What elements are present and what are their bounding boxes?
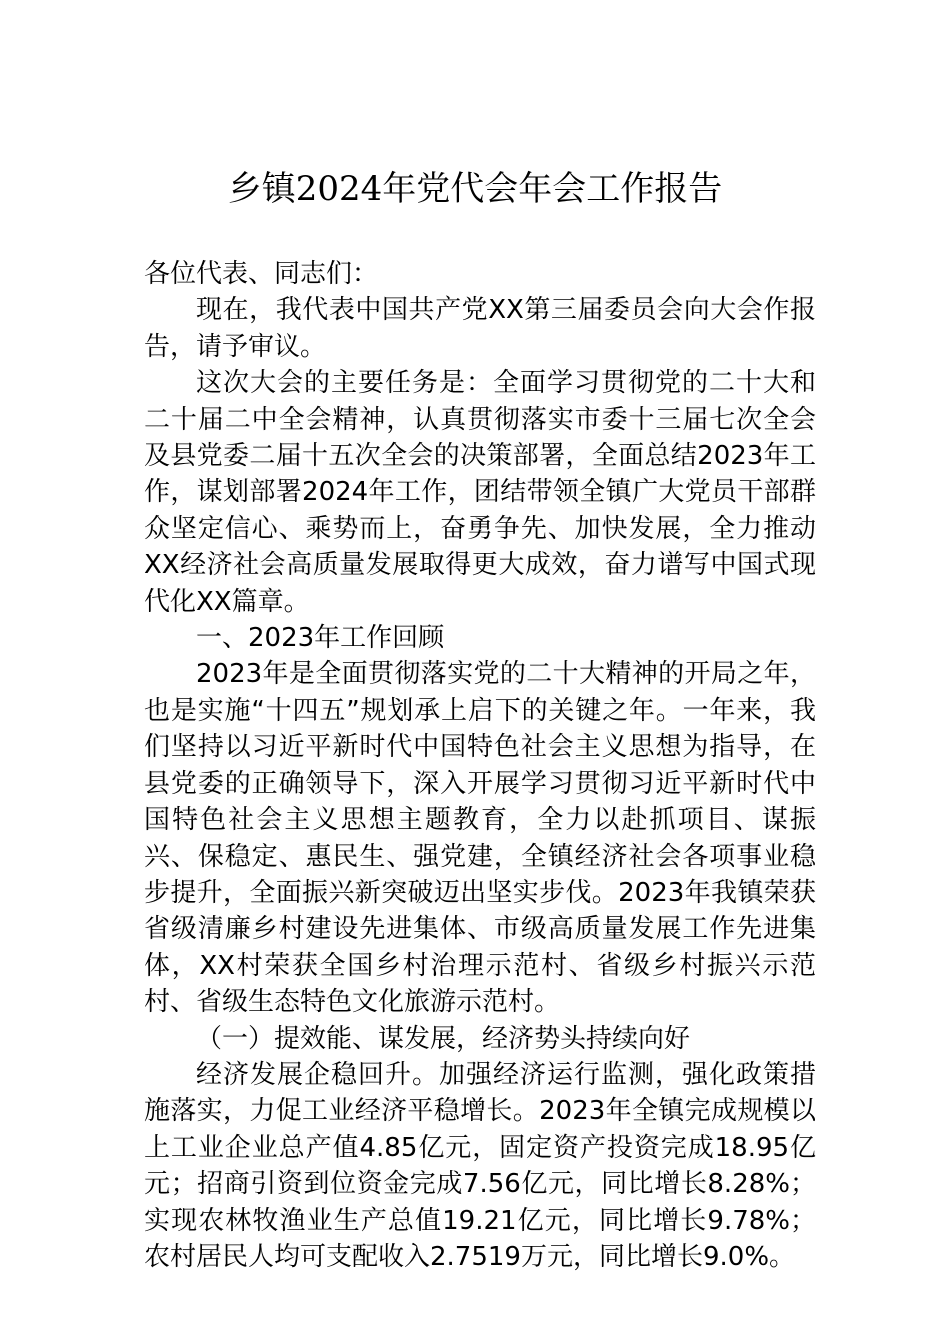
- salutation: 各位代表、同志们：: [144, 259, 379, 289]
- document-title: 乡镇2024年党代会年会工作报告: [227, 169, 723, 209]
- paragraph-review: 2023年是全面贯彻落实党的二十大精神的开局之年，也是实施“十四五”规划承上启下的关键之年。一年来，我们坚持以习近平新时代中国特色社会主义思想为指导，在县党委的正确领导下，深入开展学习贯彻习近平新时代中国特色社会主义思想主题教育，全力以赴抓项目、谋振兴、保稳定、惠民生、强党建，全镇经济社会各项事业稳步提升，全面振兴新突破迈出坚实步伐。2023年我镇荣获省级清廉乡村建设先进集体、市级高质量发展工作先进集体，XX村荣获全国乡村治理示范村、省级乡村振兴示范村、省级生态特色文化旅游示范村。: [144, 659, 816, 1018]
- subsection-heading-economy: （一）提效能、谋发展，经济势头持续向好: [196, 1023, 691, 1054]
- paragraph-intro: 现在，我代表中国共产党XX第三届委员会向大会作报告，请予审议。: [144, 295, 816, 362]
- paragraph-main-tasks: 这次大会的主要任务是：全面学习贯彻党的二十大和二十届二中全会精神，认真贯彻落实市委十三届七次全会及县党委二届十五次全会的决策部署，全面总结2023年工作，谋划部署2024年工作，团结带领全镇广大党员干部群众坚定信心、乘势而上，奋勇争先、加快发展，全力推动XX经济社会高质量发展取得更大成效，奋力谱写中国式现代化XX篇章。: [144, 368, 816, 617]
- section-heading-review: 一、2023年工作回顾: [196, 623, 445, 654]
- paragraph-economy: 经济发展企稳回升。加强经济运行监测，强化政策措施落实，力促工业经济平稳增长。2023年全镇完成规模以上工业企业总产值4.85亿元，固定资产投资完成18.95亿元；招商引资到位资金完成7.56亿元，同比增长8.28%；实现农林牧渔业生产总值19.21亿元，同比增长9.78%；农村居民人均可支配收入2.7519万元，同比增长9.0%。: [144, 1059, 816, 1272]
- document-body: [144, 256, 816, 1275]
